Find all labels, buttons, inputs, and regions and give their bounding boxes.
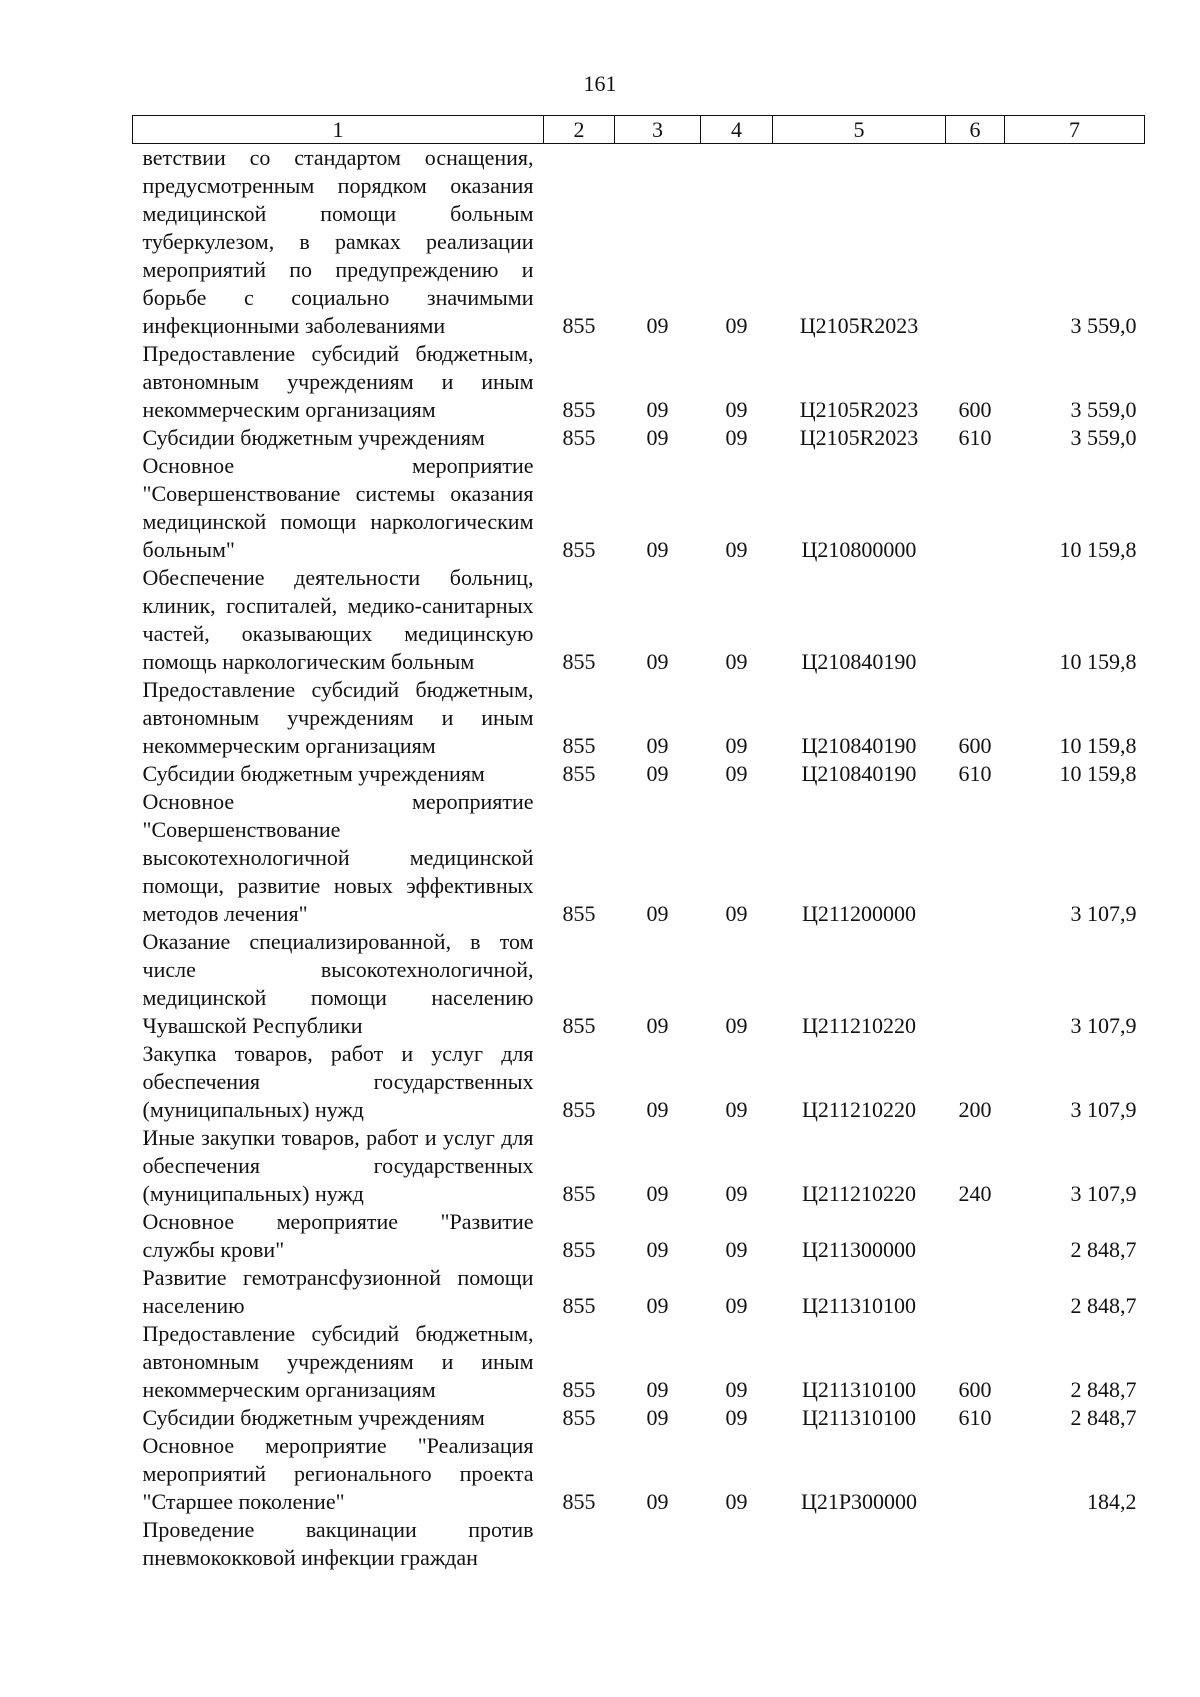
row-subsection-code: 09 bbox=[725, 313, 748, 338]
row-description: Основное мероприятие "Развитие службы крови" bbox=[142, 1209, 534, 1262]
row-section-code bbox=[615, 1516, 701, 1572]
row-expense-type bbox=[946, 452, 1005, 564]
row-grbs-code: 855 bbox=[562, 733, 596, 758]
row-expense-type bbox=[946, 788, 1005, 928]
row-section-code: 09 bbox=[646, 1405, 669, 1430]
table-row bbox=[133, 1124, 1145, 1208]
row-target-article: Ц211310100 bbox=[801, 1377, 917, 1402]
row-section-code: 09 bbox=[646, 397, 669, 422]
row-section-code: 09 bbox=[646, 425, 669, 450]
row-description: Оказание специализированной, в том числе высокотехнологичной, медицинской помощи населению Чувашской Республики bbox=[142, 929, 534, 1038]
row-expense-type: 600 bbox=[958, 733, 992, 758]
row-section-code: 09 bbox=[646, 1489, 669, 1514]
row-grbs-code: 855 bbox=[562, 425, 596, 450]
row-subsection-code: 09 bbox=[725, 1377, 748, 1402]
row-section-code: 09 bbox=[646, 733, 669, 758]
row-section-code: 09 bbox=[646, 1181, 669, 1206]
row-grbs-code: 855 bbox=[562, 397, 596, 422]
table-row bbox=[133, 1320, 1145, 1404]
row-amount: 2 848,7 bbox=[1070, 1237, 1137, 1262]
table-row bbox=[133, 452, 1145, 564]
header-cell: 3 bbox=[615, 116, 701, 144]
row-description: Основное мероприятие "Совершенствование системы оказания медицинской помощи наркологическим больным" bbox=[142, 453, 534, 562]
row-amount: 10 159,8 bbox=[1059, 761, 1137, 786]
header-cell: 1 bbox=[133, 116, 544, 144]
row-subsection-code: 09 bbox=[725, 537, 748, 562]
page-number: 161 bbox=[583, 71, 617, 96]
row-subsection-code: 09 bbox=[725, 1489, 748, 1514]
header-cell: 7 bbox=[1005, 116, 1145, 144]
row-description: Субсидии бюджетным учреждениям bbox=[142, 1405, 485, 1430]
row-subsection-code: 09 bbox=[725, 901, 748, 926]
table-row bbox=[133, 144, 1145, 341]
row-target-article: Ц211310100 bbox=[801, 1405, 917, 1430]
row-amount: 10 159,8 bbox=[1059, 733, 1137, 758]
row-subsection-code: 09 bbox=[725, 1293, 748, 1318]
row-expense-type: 240 bbox=[958, 1181, 992, 1206]
row-grbs-code: 855 bbox=[562, 1013, 596, 1038]
row-subsection-code: 09 bbox=[725, 1097, 748, 1122]
row-subsection-code: 09 bbox=[725, 761, 748, 786]
row-amount: 2 848,7 bbox=[1070, 1377, 1137, 1402]
row-target-article: Ц210840190 bbox=[801, 733, 917, 758]
row-expense-type bbox=[946, 144, 1005, 341]
row-target-article: Ц2105R2023 bbox=[799, 397, 919, 422]
row-target-article: Ц211300000 bbox=[801, 1237, 917, 1262]
row-expense-type bbox=[946, 1432, 1005, 1516]
row-amount: 3 107,9 bbox=[1070, 1097, 1137, 1122]
row-description: Обеспечение деятельности больниц, клиник, госпиталей, медико-санитарных частей, оказывающих медицинскую помощь наркологическим больным bbox=[142, 565, 534, 674]
row-subsection-code: 09 bbox=[725, 733, 748, 758]
row-description: Субсидии бюджетным учреждениям bbox=[142, 761, 485, 786]
row-amount: 3 559,0 bbox=[1070, 425, 1137, 450]
row-description: Основное мероприятие "Реализация мероприятий регионального проекта "Старшее поколение" bbox=[142, 1433, 534, 1514]
row-target-article: Ц210800000 bbox=[801, 537, 917, 562]
table-row bbox=[133, 1208, 1145, 1264]
table-row bbox=[133, 564, 1145, 676]
row-expense-type bbox=[946, 1516, 1005, 1572]
table-row bbox=[133, 676, 1145, 760]
row-target-article: Ц211210220 bbox=[801, 1181, 917, 1206]
row-grbs-code: 855 bbox=[562, 1237, 596, 1262]
row-target-article: Ц21P300000 bbox=[800, 1489, 918, 1514]
table-row bbox=[133, 1432, 1145, 1516]
row-section-code: 09 bbox=[646, 1293, 669, 1318]
table-row bbox=[133, 1264, 1145, 1320]
table-row bbox=[133, 1404, 1145, 1432]
row-subsection-code: 09 bbox=[725, 397, 748, 422]
row-section-code: 09 bbox=[646, 1377, 669, 1402]
row-expense-type: 600 bbox=[958, 397, 992, 422]
row-description: Субсидии бюджетным учреждениям bbox=[142, 425, 485, 450]
row-expense-type bbox=[946, 928, 1005, 1040]
row-section-code: 09 bbox=[646, 901, 669, 926]
row-amount: 10 159,8 bbox=[1059, 649, 1137, 674]
row-section-code: 09 bbox=[646, 761, 669, 786]
row-grbs-code: 855 bbox=[562, 1489, 596, 1514]
row-grbs-code: 855 bbox=[562, 649, 596, 674]
row-grbs-code: 855 bbox=[562, 1293, 596, 1318]
row-amount: 3 107,9 bbox=[1070, 1181, 1137, 1206]
row-expense-type bbox=[946, 1264, 1005, 1320]
row-description: ветствии со стандартом оснащения, предусмотренным порядком оказания медицинской помощи больным туберкулезом, в рамках реализации мероприятий по предупреждению и борьбе с социально значимыми инфекционными заболеваниями bbox=[142, 145, 534, 338]
header-cell: 6 bbox=[946, 116, 1005, 144]
row-section-code: 09 bbox=[646, 1013, 669, 1038]
table-row bbox=[133, 1040, 1145, 1124]
row-expense-type bbox=[946, 1208, 1005, 1264]
row-grbs-code: 855 bbox=[562, 1377, 596, 1402]
row-subsection-code: 09 bbox=[725, 1013, 748, 1038]
row-description: Иные закупки товаров, работ и услуг для обеспечения государственных (муниципальных) нужд bbox=[142, 1125, 534, 1206]
header-cell: 5 bbox=[773, 116, 946, 144]
row-grbs-code: 855 bbox=[562, 537, 596, 562]
row-subsection-code: 09 bbox=[725, 649, 748, 674]
header-row bbox=[133, 116, 1145, 144]
table-row bbox=[133, 928, 1145, 1040]
row-grbs-code: 855 bbox=[562, 1181, 596, 1206]
row-expense-type bbox=[946, 564, 1005, 676]
row-target-article: Ц210840190 bbox=[801, 649, 917, 674]
row-description: Предоставление субсидий бюджетным, автономным учреждениям и иным некоммерческим организациям bbox=[142, 1321, 534, 1402]
table-row bbox=[133, 424, 1145, 452]
row-target-article: Ц210840190 bbox=[801, 761, 917, 786]
row-amount: 184,2 bbox=[1087, 1489, 1137, 1514]
table-row bbox=[133, 340, 1145, 424]
row-description: Предоставление субсидий бюджетным, автономным учреждениям и иным некоммерческим организациям bbox=[142, 677, 534, 758]
row-amount: 2 848,7 bbox=[1070, 1405, 1137, 1430]
row-expense-type: 610 bbox=[958, 761, 992, 786]
table-row bbox=[133, 760, 1145, 788]
row-description: Основное мероприятие "Совершенствование высокотехнологичной медицинской помощи, развитие новых эффективных методов лечения" bbox=[142, 789, 534, 926]
row-description: Закупка товаров, работ и услуг для обеспечения государственных (муниципальных) нужд bbox=[142, 1041, 534, 1122]
header-cell: 4 bbox=[701, 116, 773, 144]
row-expense-type: 610 bbox=[958, 425, 992, 450]
row-target-article: Ц211210220 bbox=[801, 1013, 917, 1038]
row-subsection-code bbox=[701, 1516, 773, 1572]
row-description: Проведение вакцинации против пневмококковой инфекции граждан bbox=[142, 1517, 534, 1570]
row-description: Развитие гемотрансфузионной помощи населению bbox=[142, 1265, 534, 1318]
row-expense-type: 610 bbox=[958, 1405, 992, 1430]
row-grbs-code: 855 bbox=[562, 313, 596, 338]
row-grbs-code bbox=[544, 1516, 615, 1572]
header-cell: 2 bbox=[544, 116, 615, 144]
row-amount: 3 107,9 bbox=[1070, 901, 1137, 926]
row-section-code: 09 bbox=[646, 649, 669, 674]
row-target-article bbox=[773, 1516, 946, 1572]
row-target-article: Ц211310100 bbox=[801, 1293, 917, 1318]
row-expense-type: 200 bbox=[958, 1097, 992, 1122]
row-target-article: Ц2105R2023 bbox=[799, 313, 919, 338]
row-description: Предоставление субсидий бюджетным, автономным учреждениям и иным некоммерческим организациям bbox=[142, 341, 534, 422]
row-subsection-code: 09 bbox=[725, 1237, 748, 1262]
row-amount: 2 848,7 bbox=[1070, 1293, 1137, 1318]
row-section-code: 09 bbox=[646, 313, 669, 338]
row-grbs-code: 855 bbox=[562, 1097, 596, 1122]
row-section-code: 09 bbox=[646, 1237, 669, 1262]
row-section-code: 09 bbox=[646, 1097, 669, 1122]
row-grbs-code: 855 bbox=[562, 761, 596, 786]
row-grbs-code: 855 bbox=[562, 901, 596, 926]
row-target-article: Ц2105R2023 bbox=[799, 425, 919, 450]
row-amount: 3 107,9 bbox=[1070, 1013, 1137, 1038]
row-subsection-code: 09 bbox=[725, 425, 748, 450]
row-amount: 3 559,0 bbox=[1070, 313, 1137, 338]
row-amount: 3 559,0 bbox=[1070, 397, 1137, 422]
budget-table bbox=[132, 115, 1145, 1572]
table-row bbox=[133, 1516, 1145, 1572]
row-section-code: 09 bbox=[646, 537, 669, 562]
row-expense-type: 600 bbox=[958, 1377, 992, 1402]
row-grbs-code: 855 bbox=[562, 1405, 596, 1430]
row-target-article: Ц211210220 bbox=[801, 1097, 917, 1122]
table-row bbox=[133, 788, 1145, 928]
row-subsection-code: 09 bbox=[725, 1405, 748, 1430]
row-amount: 10 159,8 bbox=[1059, 537, 1137, 562]
row-amount bbox=[1005, 1516, 1145, 1572]
row-subsection-code: 09 bbox=[725, 1181, 748, 1206]
row-target-article: Ц211200000 bbox=[801, 901, 917, 926]
